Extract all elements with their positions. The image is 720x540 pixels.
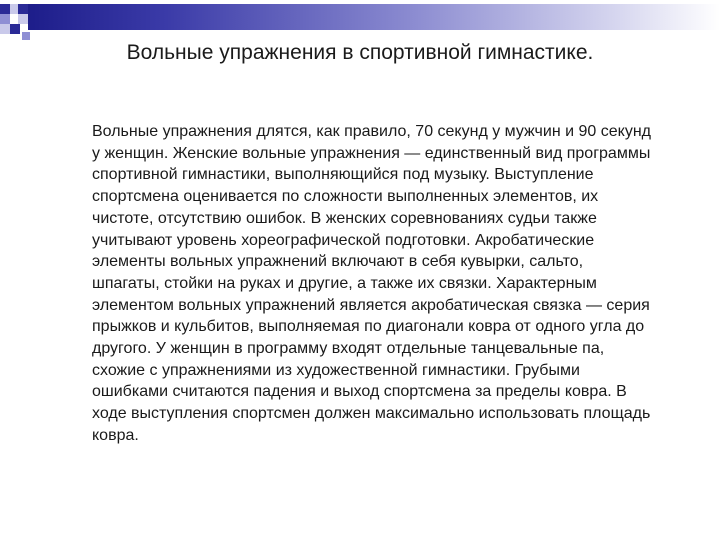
decor-square [10,24,20,34]
decor-square [18,4,28,14]
decor-square [0,4,10,14]
decor-square [22,32,30,40]
decor-square [18,14,28,24]
decor-square [0,24,10,34]
decor-square [0,14,10,24]
slide-title: Вольные упражнения в спортивной гимнастике. [126,41,594,64]
slide-body-text: Вольные упражнения длятся, как правило, 70 секунд у мужчин и 90 секунд у женщин. Женские вольные упражнения — единственный вид программы спортивной гимнастики, выполняющийся под музыку. Выступление спортсмена оценивается по сложности выполненных элементов, их чистоте, отсутствию ошибок. В женских соревнованиях судьи также учитывают уровень хореографической подготовки. Акробатические элементы вольных упражнений включают в себя кувырки, сальто, шпагаты, стойки на руках и другие, а также их связки. Характерным элементом вольных упражнений является акробатическая связка — серия прыжков и кульбитов, выполняемая по диагонали ковра от одного угла до другого. У женщин в программу входят отдельные танцевальные па, схожие с упражнениями из художественной гимнастики. Грубыми ошибками считаются падения и выход спортсмена за пределы ковра. В ходе выступления спортсмен должен максимально использовать площадь ковра. [92,123,651,444]
header-gradient-band [28,4,720,30]
